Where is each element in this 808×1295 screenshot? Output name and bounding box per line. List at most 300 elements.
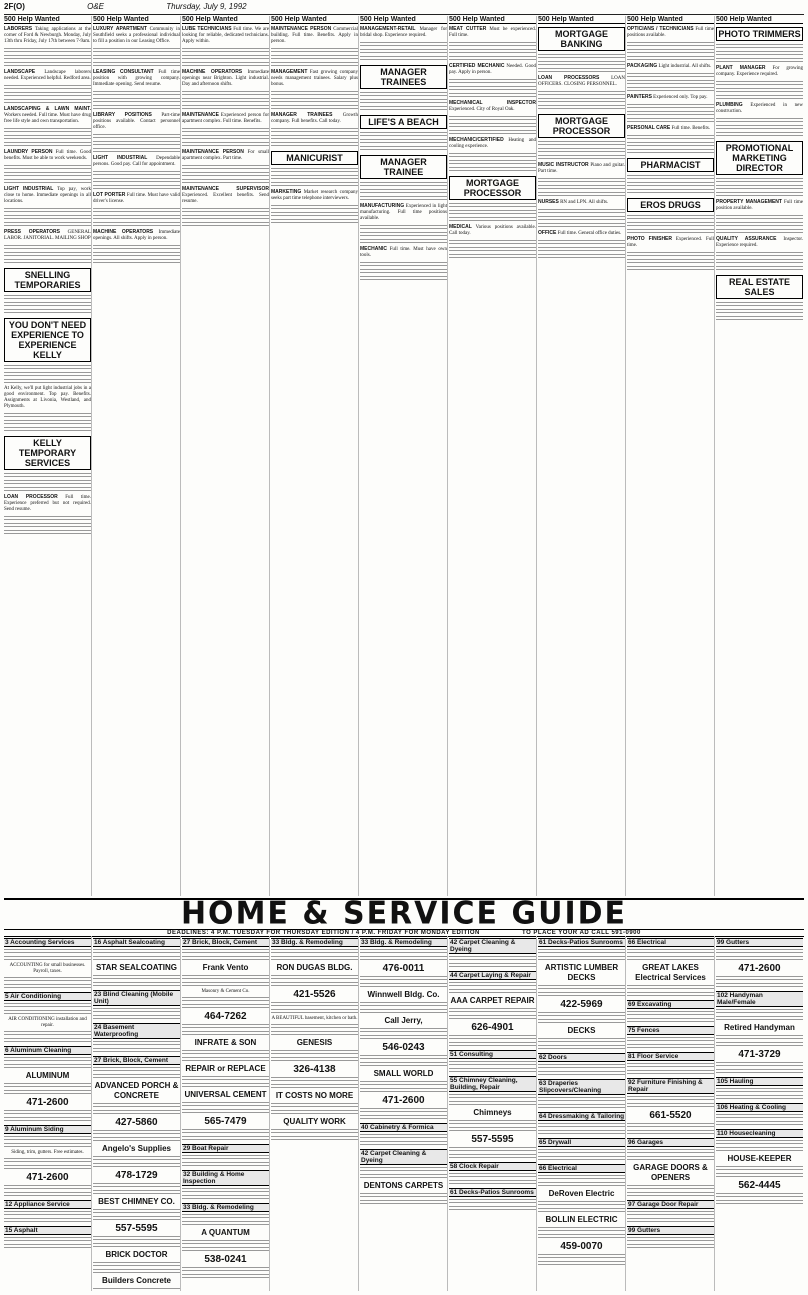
text-lines (93, 62, 180, 68)
ad-title: MAINTENANCE PERSON (271, 26, 332, 32)
business-name (538, 1215, 625, 1225)
help-wanted-column (360, 16, 448, 896)
text-lines (627, 42, 714, 48)
classified-ad (93, 192, 180, 205)
text-lines (182, 91, 269, 97)
text-lines (538, 1012, 625, 1018)
ad-text: Experienced person for apartment complex. Full time. Benefits. (182, 113, 269, 124)
text-lines (4, 92, 91, 98)
text-lines (271, 168, 358, 174)
text-lines (4, 48, 91, 54)
ad-title: CERTIFIED MECHANIC (449, 63, 505, 69)
text-lines (271, 1084, 358, 1090)
business-text: DECKS (567, 1026, 596, 1035)
listing-text: A BEAUTIFUL basement, kitchen or bath. (271, 1016, 358, 1021)
ad-text: Experienced. Excellent benefits. Send resume. (182, 193, 269, 204)
text-lines (538, 185, 625, 191)
text-lines (93, 1008, 180, 1014)
business-name (360, 990, 447, 1000)
classified-ad (538, 162, 625, 175)
business-text: Retired Handyman (724, 1023, 795, 1032)
category-heading: 105 Hauling (716, 1077, 803, 1086)
ad-text: Full time. Experience preferred but not required. Send resume. (4, 495, 91, 512)
text-lines (360, 1081, 447, 1087)
text-lines (271, 219, 358, 225)
category-heading: 110 Housecleaning (716, 1129, 803, 1138)
text-lines (449, 963, 536, 969)
business-name (360, 1181, 447, 1191)
column-heading: 500 Help Wanted (360, 16, 447, 24)
text-lines (360, 56, 447, 62)
text-lines (4, 135, 91, 141)
classified-ad (627, 26, 714, 39)
ad-text: Full time position with growing company. Immediate opening. Send resume. (93, 70, 181, 87)
guide-column (716, 936, 803, 1291)
text-lines (4, 984, 91, 990)
classified-ad (716, 102, 803, 115)
business-text: ARTISTIC LUMBER DECKS (544, 963, 619, 982)
text-lines (4, 245, 91, 251)
display-ad: YOU DON'T NEED EXPERIENCE TO EXPERIENCE KELLY (4, 318, 91, 362)
ad-title: MAINTENANCE (182, 112, 219, 118)
text-lines (182, 105, 269, 111)
business-text: GENESIS (296, 1038, 333, 1047)
ad-text: LOAN OFFICERS. CLOSING PERSONNEL. (538, 76, 626, 87)
text-lines (271, 1002, 358, 1008)
column-heading: 500 Help Wanted (4, 16, 91, 24)
ad-title: LOAN PROCESSOR (4, 494, 58, 500)
text-lines (4, 85, 91, 91)
text-lines (716, 1035, 803, 1041)
guide-column (360, 936, 448, 1291)
text-lines (4, 1038, 91, 1044)
help-wanted-column (538, 16, 626, 896)
category-heading: 97 Garage Door Repair (627, 1200, 714, 1209)
ad-text: Various positions available. Call today. (449, 225, 536, 236)
ad-title: LEASING CONSULTANT (93, 69, 154, 75)
text-lines (4, 62, 91, 68)
classified-ad (182, 112, 269, 125)
help-wanted-column (182, 16, 270, 896)
ad-title: MECHANIC (360, 246, 387, 252)
classified-ad (4, 26, 91, 45)
text-lines (271, 982, 358, 988)
text-lines (360, 1167, 447, 1173)
text-lines (716, 252, 803, 258)
help-wanted-column (4, 16, 92, 896)
business-text: IT COSTS NO MORE (275, 1091, 354, 1100)
text-lines (182, 142, 269, 148)
text-lines (182, 982, 269, 988)
text-lines (182, 135, 269, 141)
text-lines (538, 1254, 625, 1260)
text-lines (4, 1136, 91, 1142)
business-name (4, 1071, 91, 1081)
text-lines (627, 189, 714, 195)
text-lines (271, 1050, 358, 1056)
category-heading: 44 Carpet Laying & Repair (449, 971, 536, 980)
text-lines (93, 975, 180, 981)
text-lines (538, 1234, 625, 1240)
text-lines (627, 1037, 714, 1043)
text-lines (182, 1240, 269, 1246)
business-text: GREAT LAKES Electrical Services (635, 963, 706, 982)
text-lines (627, 992, 714, 998)
text-lines (4, 1158, 91, 1164)
text-lines (716, 983, 803, 989)
text-lines (627, 80, 714, 86)
display-ad: KELLY TEMPORARY SERVICES (4, 436, 91, 470)
business-text: REPAIR or REPLACE (185, 1064, 266, 1073)
ad-text: Part-time positions available. Contact personnel office. (93, 113, 181, 130)
phone-text: 459-0070 (560, 1241, 603, 1252)
phone-text: 421-5526 (293, 989, 336, 1000)
ad-title: MECHANIC/CERTIFIED (449, 137, 504, 143)
ad-text: Immediate openings near Brighton. Light industrial. Day and afternoon shifts. (182, 70, 270, 87)
ad-text: Dependable persons. Good pay. Call for appointment. (93, 156, 180, 167)
text-lines (538, 1071, 625, 1077)
text-lines (716, 259, 803, 265)
text-lines (716, 1069, 803, 1075)
place-ad-text: TO PLACE YOUR AD CALL 591-0900 (522, 930, 641, 936)
text-lines (182, 1247, 269, 1253)
text-lines (449, 93, 536, 99)
ad-text: Full time. Good benefits. Must be able to work weekends. (4, 150, 91, 161)
text-lines (4, 1211, 91, 1217)
display-ad: MANICURIST (271, 151, 358, 165)
category-heading: 75 Fences (627, 1026, 714, 1035)
category-heading: 42 Carpet Cleaning & Dyeing (449, 938, 536, 954)
text-lines (627, 1096, 714, 1102)
business-text: BRICK DOCTOR (105, 1250, 168, 1259)
text-lines (627, 222, 714, 228)
phone-number (182, 1116, 269, 1127)
ad-text: Community in Southfield seeks a professional individual to fill a position in our Leasing Office. (93, 27, 180, 44)
text-lines (716, 956, 803, 962)
business-text: A QUANTUM (201, 1228, 250, 1237)
text-lines (538, 1156, 625, 1162)
category-heading: 92 Furniture Finishing & Repair (627, 1078, 714, 1094)
text-lines (93, 956, 180, 962)
listing-text: Masonry & Cement Co. (201, 989, 250, 994)
text-lines (716, 1009, 803, 1015)
text-lines (182, 1195, 269, 1201)
text-lines (4, 1185, 91, 1191)
text-lines (360, 146, 447, 152)
text-lines (449, 1173, 536, 1179)
text-lines (716, 1200, 803, 1206)
ad-text: Experienced only. Top pay. (653, 95, 708, 100)
text-lines (93, 252, 180, 258)
text-lines (182, 1214, 269, 1220)
text-lines (716, 1166, 803, 1172)
ad-title: LIBRARY POSITIONS (93, 112, 152, 118)
text-lines (538, 68, 625, 74)
text-lines (360, 269, 447, 275)
text-lines (627, 1218, 714, 1224)
phone-number (93, 1117, 180, 1128)
phone-text: 538-0241 (204, 1254, 247, 1265)
text-lines (627, 1070, 714, 1076)
category-heading: 27 Brick, Block, Cement (93, 1056, 180, 1065)
guide-column (93, 936, 181, 1291)
text-lines (627, 104, 714, 110)
text-lines (182, 165, 269, 171)
text-lines (449, 989, 536, 995)
ad-text: Experienced. City of Royal Oak. (449, 107, 515, 112)
text-lines (538, 1130, 625, 1136)
text-lines (93, 1048, 180, 1054)
ad-title: PLANT MANAGER (716, 65, 766, 71)
text-lines (538, 54, 625, 60)
text-lines (360, 42, 447, 48)
text-lines (449, 1147, 536, 1153)
classified-ad (4, 149, 91, 162)
text-lines (182, 1274, 269, 1280)
business-text: BEST CHIMNEY CO. (98, 1197, 175, 1206)
help-wanted-column (93, 16, 181, 896)
ad-text: Full time. Benefits. (671, 126, 711, 131)
business-text: ALUMINUM (25, 1071, 70, 1080)
business-name (716, 1023, 803, 1033)
text-lines (360, 1193, 447, 1199)
text-lines (360, 225, 447, 231)
text-lines (182, 1004, 269, 1010)
text-lines (93, 1216, 180, 1222)
text-lines (93, 1190, 180, 1196)
text-lines (449, 1127, 536, 1133)
text-lines (93, 208, 180, 214)
text-lines (4, 1165, 91, 1171)
text-lines (538, 105, 625, 111)
text-lines (4, 1031, 91, 1037)
ad-text: Must be experienced. Full time. (449, 27, 536, 38)
help-wanted-column (271, 16, 359, 896)
text-lines (182, 949, 269, 955)
ad-text: Full time. We are looking for reliable, dedicated technicians. Apply within. (182, 27, 270, 44)
phone-text: 471-2600 (738, 963, 781, 974)
text-lines (538, 61, 625, 67)
text-lines (4, 302, 91, 308)
business-name (93, 963, 180, 973)
text-lines (182, 975, 269, 981)
guide-column (538, 936, 626, 1291)
text-lines (93, 178, 180, 184)
text-lines (4, 1192, 91, 1198)
text-lines (716, 1016, 803, 1022)
text-lines (182, 997, 269, 1003)
classified-ad (271, 112, 358, 125)
text-lines (360, 139, 447, 145)
text-lines (449, 210, 536, 216)
ad-title: MANUFACTURING (360, 203, 405, 209)
text-lines (93, 1041, 180, 1047)
text-lines (182, 1083, 269, 1089)
classified-ad (627, 63, 714, 70)
text-lines (716, 1140, 803, 1146)
text-lines (627, 87, 714, 93)
text-lines (627, 182, 714, 188)
text-lines (271, 175, 358, 181)
text-lines (182, 1162, 269, 1168)
ad-text: Experienced in light manufacturing. Full time positions available. (360, 204, 447, 221)
text-lines (4, 427, 91, 433)
classified-ad (93, 69, 180, 88)
text-lines (4, 372, 91, 378)
business-name (93, 1081, 180, 1101)
classified-ad (4, 494, 91, 513)
text-lines (538, 247, 625, 253)
category-heading: 32 Building & Home Inspection (182, 1170, 269, 1186)
text-lines (627, 259, 714, 265)
text-lines (360, 1062, 447, 1068)
text-lines (4, 1003, 91, 1009)
ad-text: Piano and guitar. Part time. (538, 163, 625, 174)
text-lines (93, 98, 180, 104)
text-lines (4, 165, 91, 171)
text-lines (449, 1199, 536, 1205)
business-name (538, 1026, 625, 1036)
category-heading: 33 Bldg. & Remodeling (182, 1203, 269, 1212)
text-lines (449, 1094, 536, 1100)
text-lines (538, 178, 625, 184)
text-lines (93, 259, 180, 265)
business-name (182, 1090, 269, 1100)
text-lines (538, 1175, 625, 1181)
text-lines (360, 106, 447, 112)
ad-title: LOAN PROCESSORS (538, 75, 600, 81)
business-text: BOLLIN ELECTRIC (545, 1215, 618, 1224)
text-lines (716, 1114, 803, 1120)
text-lines (182, 208, 269, 214)
text-lines (271, 1077, 358, 1083)
text-lines (716, 229, 803, 235)
text-lines (538, 985, 625, 991)
business-text: ADVANCED PORCH & CONCRETE (94, 1081, 179, 1100)
ad-title: PROPERTY MANAGEMENT (716, 199, 782, 205)
text-lines (182, 172, 269, 178)
text-lines (271, 1031, 358, 1037)
text-lines (271, 135, 358, 141)
text-lines (4, 1110, 91, 1116)
category-heading: 102 Handyman Male/Female (716, 991, 803, 1007)
text-lines (360, 132, 447, 138)
text-lines (449, 1061, 536, 1067)
text-lines (4, 1218, 91, 1224)
text-lines (627, 142, 714, 148)
text-lines (716, 81, 803, 87)
phone-text: 471-2600 (26, 1097, 69, 1108)
phone-text: 478-1729 (115, 1170, 158, 1181)
business-name (716, 1154, 803, 1164)
ad-title: LUBE TECHNICIANS (182, 26, 232, 32)
text-lines (627, 1018, 714, 1024)
display-ad: PHOTO TRIMMERS (716, 27, 803, 41)
text-lines (716, 125, 803, 131)
business-text: HOUSE-KEEPER (727, 1154, 792, 1163)
text-lines (538, 148, 625, 154)
text-lines (538, 1045, 625, 1051)
phone-text: 562-4445 (738, 1180, 781, 1191)
ad-title: NURSES (538, 199, 559, 205)
category-heading: 106 Heating & Cooling (716, 1103, 803, 1112)
text-lines (4, 252, 91, 258)
text-lines (538, 209, 625, 215)
ad-text: Immediate openings. All shifts. Apply in person. (93, 230, 181, 241)
text-lines (93, 1262, 180, 1268)
text-lines (93, 1243, 180, 1249)
classified-ad (449, 137, 536, 150)
text-lines (182, 1050, 269, 1056)
text-lines (449, 153, 536, 159)
text-lines (449, 217, 536, 223)
ad-title: PERSONAL CARE (627, 125, 671, 131)
category-heading: 61 Decks-Patios Sunrooms (449, 1188, 536, 1197)
business-name (182, 1064, 269, 1074)
classified-ad (449, 26, 536, 39)
text-lines (4, 949, 91, 955)
text-lines (449, 160, 536, 166)
category-heading: 63 Draperies Slipcovers/Cleaning (538, 1079, 625, 1095)
ad-title: MANAGER TRAINEES (271, 112, 333, 118)
text-lines (716, 976, 803, 982)
category-heading: 66 Electrical (627, 938, 714, 947)
display-ad: REAL ESTATE SALES (716, 275, 803, 299)
phone-number (182, 1011, 269, 1022)
text-lines (360, 1108, 447, 1114)
text-lines (93, 1156, 180, 1162)
text-lines (4, 1143, 91, 1149)
listing-text: Siding, trim, gutters. Free estimates. (11, 1150, 84, 1155)
text-lines (4, 480, 91, 486)
text-lines (182, 956, 269, 962)
phone-text: 557-5595 (115, 1223, 158, 1234)
text-lines (182, 215, 269, 221)
text-lines (271, 956, 358, 962)
column-heading: 500 Help Wanted (271, 16, 358, 24)
classified-ad (4, 229, 91, 242)
text-lines (716, 178, 803, 184)
text-lines (538, 992, 625, 998)
text-lines (538, 1064, 625, 1070)
business-name (449, 1108, 536, 1118)
category-heading: 55 Chimney Cleaning, Building, Repair (449, 1076, 536, 1092)
phone-number (627, 1110, 714, 1121)
text-lines (449, 1101, 536, 1107)
text-lines (4, 1090, 91, 1096)
ad-title: MARKETING (271, 189, 302, 195)
guide-column (271, 936, 359, 1291)
business-text: UNIVERSAL CEMENT (184, 1090, 267, 1099)
text-lines (4, 55, 91, 61)
business-name (627, 1163, 714, 1183)
ad-title: OPTICIANS / TECHNICIANS (627, 26, 694, 32)
text-lines (449, 254, 536, 260)
phone-text: 422-5969 (560, 999, 603, 1010)
text-lines (449, 130, 536, 136)
business-text: DeRoven Electric (548, 1189, 615, 1198)
business-text: Frank Vento (202, 963, 249, 972)
text-lines (449, 167, 536, 173)
phone-text: 464-7262 (204, 1011, 247, 1022)
classified-ad (4, 106, 91, 125)
display-ad: PROMOTIONAL MARKETING DIRECTOR (716, 141, 803, 175)
text-lines (360, 196, 447, 202)
text-lines (716, 51, 803, 57)
classified-ad (716, 236, 803, 249)
running-head (4, 2, 804, 15)
business-text: Angelo's Supplies (101, 1144, 172, 1153)
